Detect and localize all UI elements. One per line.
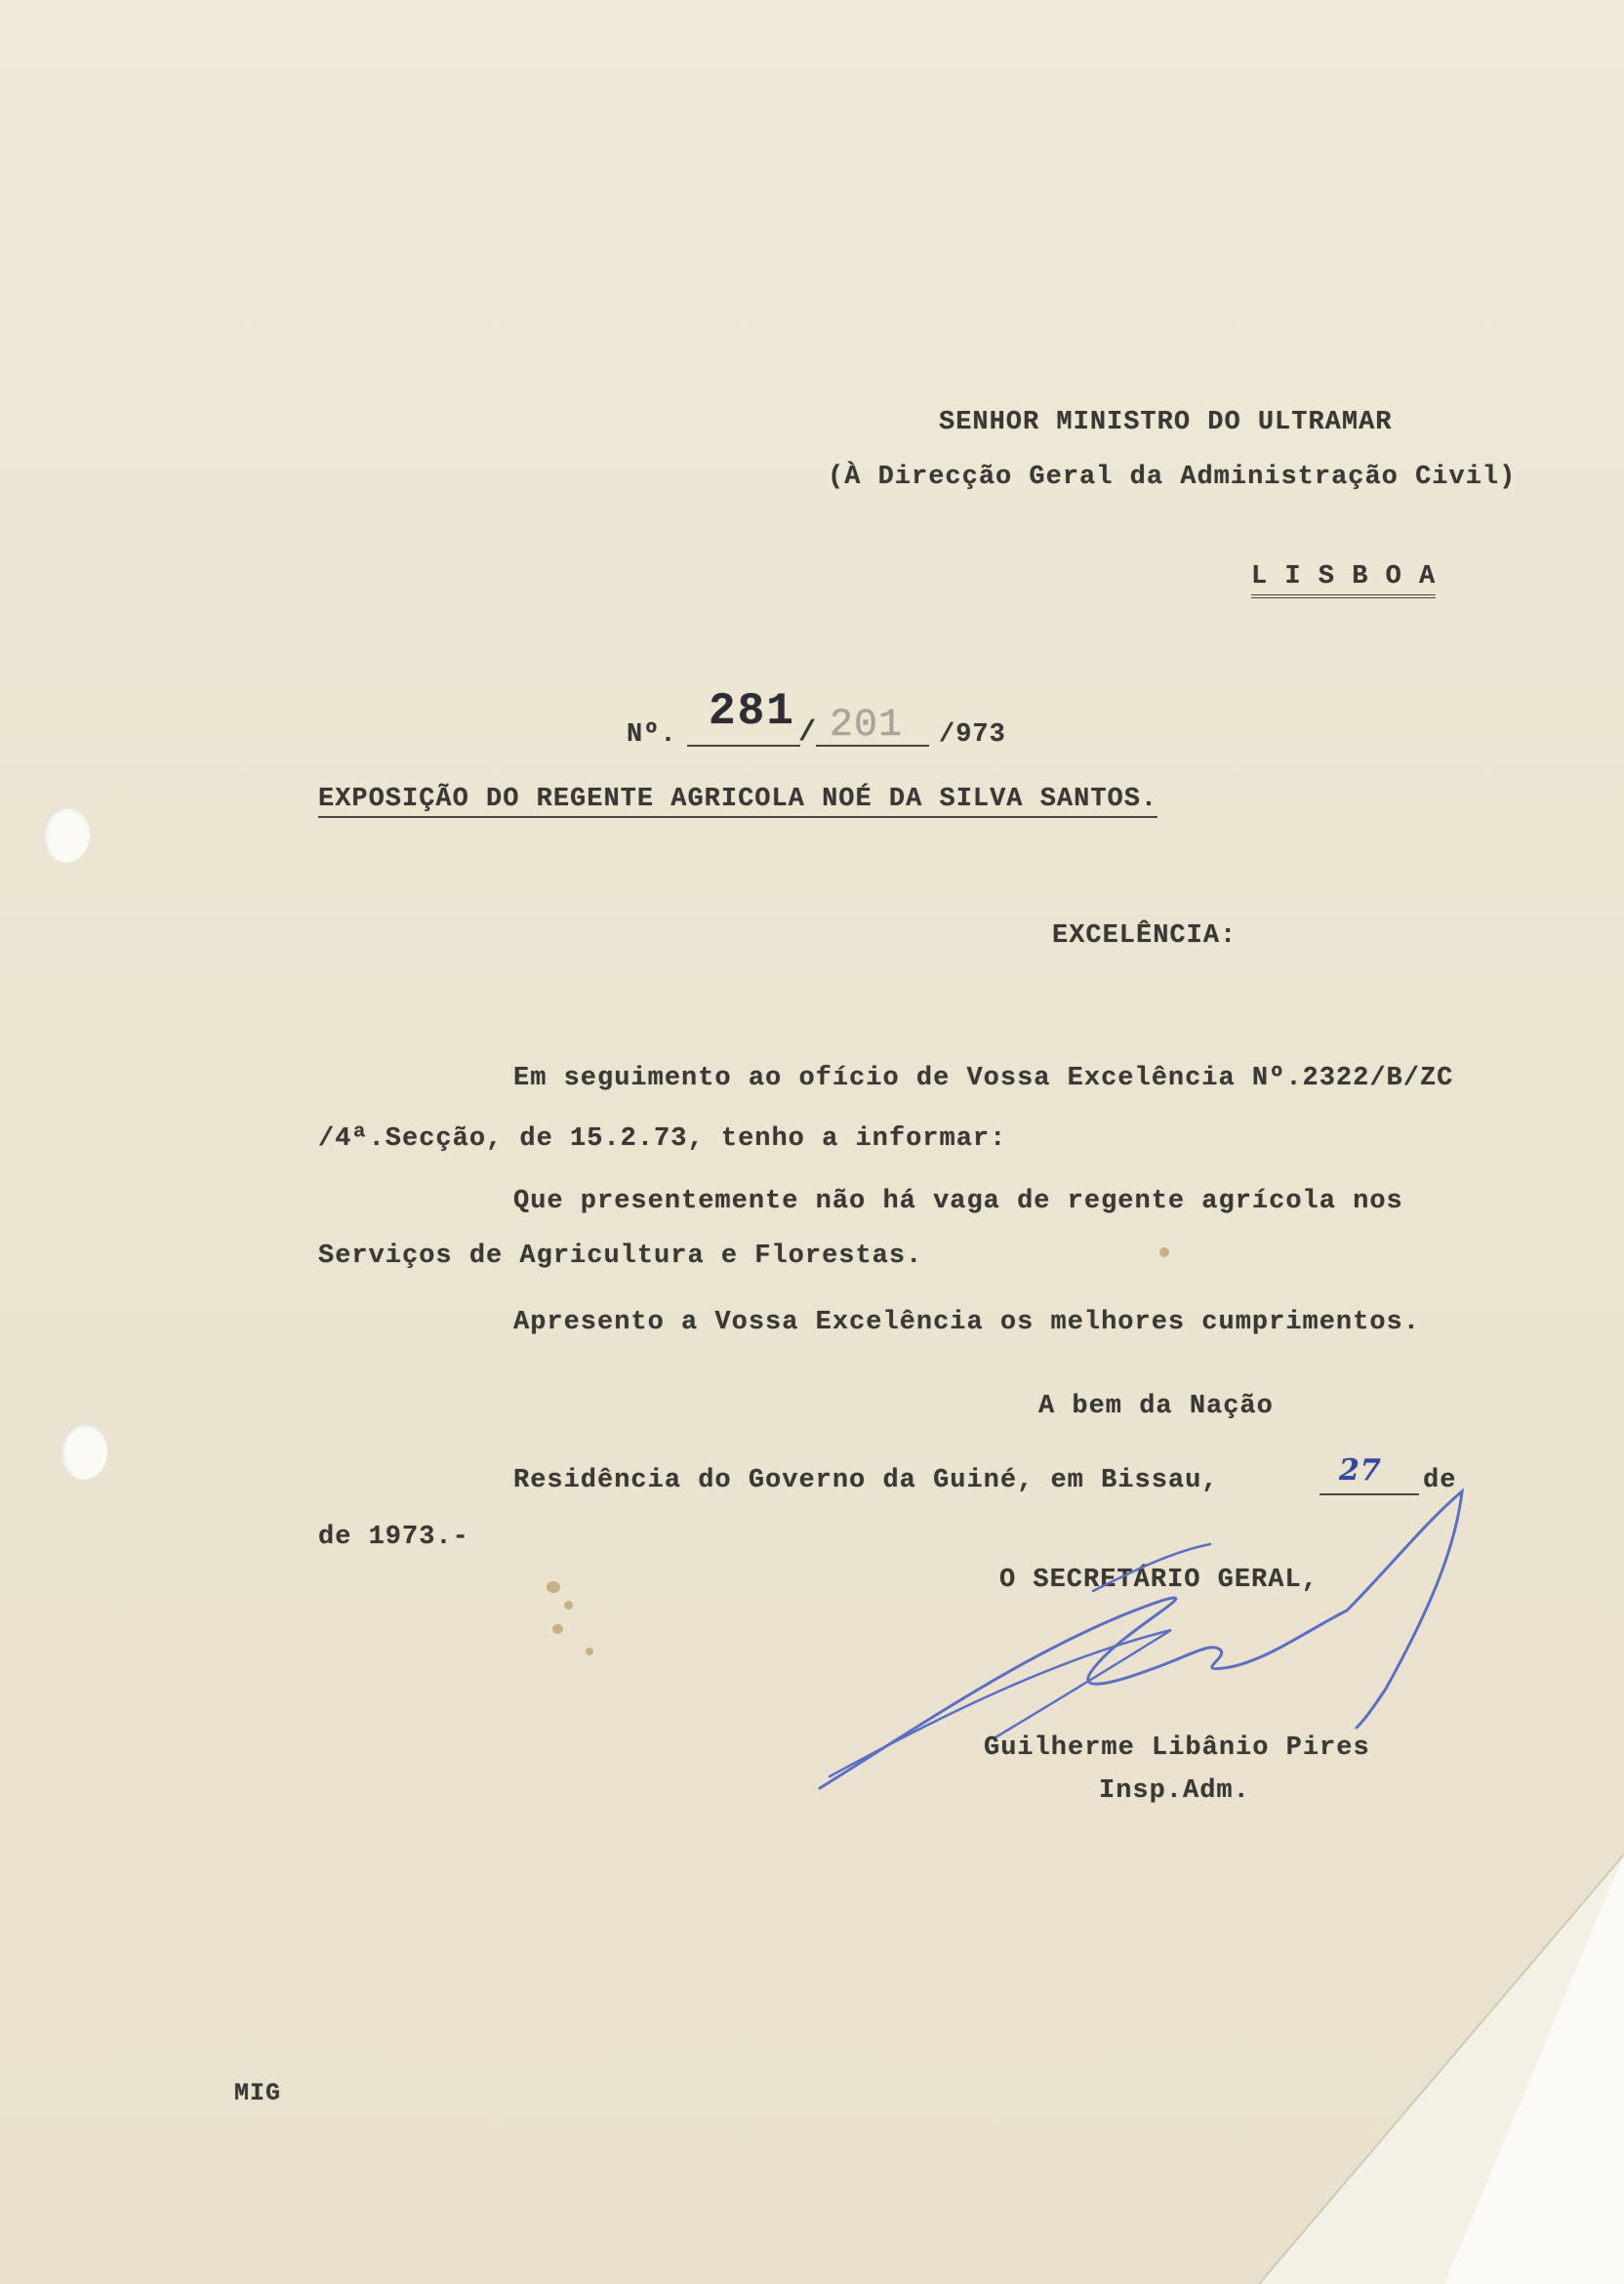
reference-slash: / (798, 716, 818, 750)
salutation: EXCELÊNCIA: (1052, 921, 1238, 951)
reference-sub-number: 201 (830, 704, 904, 748)
addressee-city: L I S B O A (1251, 564, 1436, 598)
stain-spot (586, 1648, 593, 1655)
signatory-role: Insp.Adm. (1099, 1776, 1250, 1806)
reference-year: /973 (939, 720, 1006, 750)
reference-number-stamped: 281 (709, 686, 795, 737)
paragraph-1-line-1: Em seguimento ao ofício de Vossa Excelência Nº.2322/B/ZC (513, 1064, 1454, 1093)
stain-spot (564, 1601, 573, 1610)
stain-spot (552, 1624, 563, 1634)
signatory-name: Guilherme Libânio Pires (984, 1733, 1370, 1763)
closing-place-line: Residência do Governo da Guiné, em Bissau, (513, 1466, 1219, 1495)
paragraph-2-line-1: Que presentemente não há vaga de regente agrícola nos (513, 1187, 1403, 1216)
reference-prefix: Nº. (627, 720, 677, 750)
punch-hole-top (43, 806, 90, 863)
closing-de: de (1423, 1466, 1457, 1495)
stain-spot (1159, 1247, 1169, 1257)
footer-code: MIG (234, 2079, 282, 2107)
stain-spot (547, 1581, 560, 1593)
closing-year-line: de 1973.- (318, 1523, 469, 1552)
addressee-line-1: SENHOR MINISTRO DO ULTRAMAR (939, 408, 1393, 437)
addressee-line-2: (À Direcção Geral da Administração Civil) (828, 463, 1517, 492)
subject-line: EXPOSIÇÃO DO REGENTE AGRICOLA NOÉ DA SILVA SANTOS. (318, 787, 1157, 818)
paragraph-2-line-2: Serviços de Agricultura e Florestas. (318, 1242, 923, 1271)
paragraph-3: Apresento a Vossa Excelência os melhores cumprimentos. (513, 1308, 1420, 1337)
reference-blank-1 (687, 745, 800, 747)
closing-day: 27 (1339, 1453, 1382, 1488)
punch-hole-bottom (61, 1423, 107, 1480)
closing-motto: A bem da Nação (1038, 1392, 1274, 1421)
paragraph-1-line-2: /4ª.Secção, de 15.2.73, tenho a informar: (318, 1124, 1007, 1154)
signature-title: O SECRETÁRIO GERAL, (999, 1566, 1319, 1595)
